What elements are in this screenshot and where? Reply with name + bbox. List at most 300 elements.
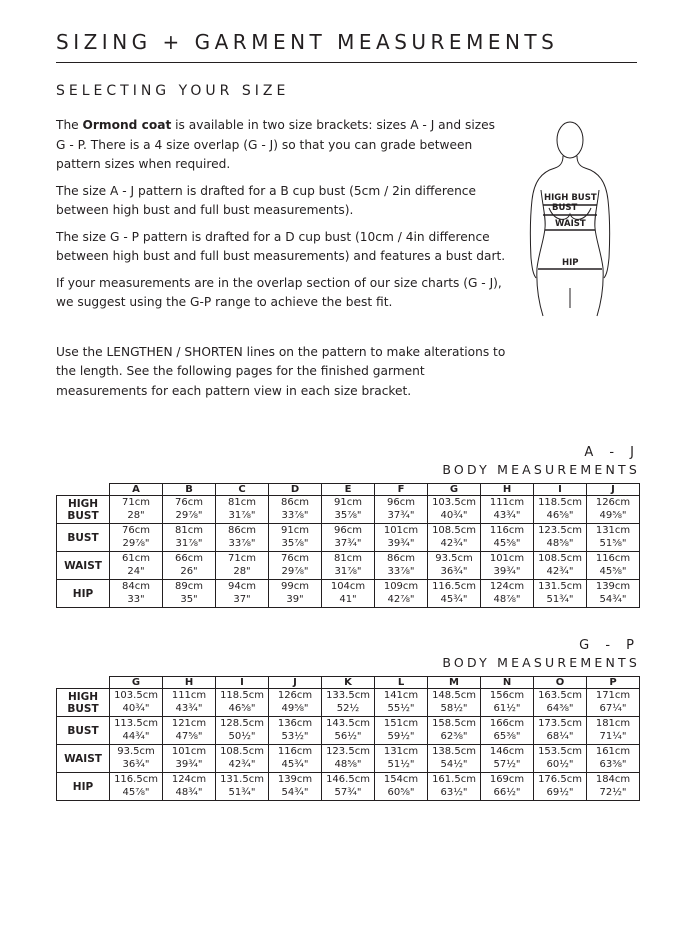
measurement-in: 35" (180, 593, 198, 605)
measurement-cell (163, 773, 216, 801)
measurement-cm: 111cm (171, 690, 207, 701)
measurement-cell (110, 717, 163, 745)
measurement-cm: 173.5cm (538, 718, 582, 729)
measurement-cell (534, 745, 587, 773)
measurement-cell (428, 580, 481, 608)
measurement-in: 39" (286, 593, 304, 605)
measurement-cell (269, 745, 322, 773)
measurement-cell (428, 745, 481, 773)
size-header-k: K (322, 677, 375, 689)
row-label: HIGH BUST (57, 496, 110, 524)
measurement-cell (587, 773, 640, 801)
body-measurements-table-g-p (56, 676, 640, 801)
measurement-cell (216, 496, 269, 524)
measurement-in: 29⅞" (281, 565, 309, 577)
measurement-in: 64⅜" (546, 702, 574, 714)
measurement-in: 41" (339, 593, 357, 605)
measurement-in: 39¾" (493, 565, 521, 577)
measurement-in: 45⅞" (122, 786, 150, 798)
measurement-cell (216, 717, 269, 745)
size-header-e: E (322, 484, 375, 496)
measurement-cm: 154cm (383, 774, 419, 785)
table-heading: BODY MEASUREMENTS (442, 655, 640, 670)
measurement-cm: 61cm (122, 553, 150, 564)
measurement-cm: 101cm (383, 525, 419, 536)
measurement-cell (375, 717, 428, 745)
measurement-cell (534, 496, 587, 524)
measurement-cm: 118.5cm (538, 497, 582, 508)
measurement-cm: 94cm (228, 581, 256, 592)
size-header-d: D (269, 484, 322, 496)
measurement-in: 48⅝" (334, 758, 362, 770)
measurement-cm: 93.5cm (435, 553, 473, 564)
measurement-in: 31⅞" (334, 565, 362, 577)
product-name: Ormond coat (82, 118, 172, 132)
measurement-in: 43¾" (175, 702, 203, 714)
measurement-in: 29⅞" (122, 537, 150, 549)
measurement-cm: 146.5cm (326, 774, 370, 785)
measurement-cell (481, 773, 534, 801)
measurement-cm: 169cm (489, 774, 525, 785)
measurement-cm: 103.5cm (114, 690, 158, 701)
measurement-cm: 86cm (228, 525, 256, 536)
label-bust: BUST (552, 203, 578, 213)
row-label: BUST (57, 524, 110, 552)
measurement-in: 51¾" (228, 786, 256, 798)
measurement-cell (110, 524, 163, 552)
measurement-in: 58½" (440, 702, 468, 714)
intro-paragraph-2: The size A - J pattern is drafted for a B cup bust (5cm / 2in difference between high bust and full bust measurements). (56, 183, 477, 217)
measurement-row (57, 717, 640, 745)
measurement-row (57, 524, 640, 552)
row-label: WAIST (57, 552, 110, 580)
measurement-in: 37" (233, 593, 251, 605)
measurement-cm: 93.5cm (117, 746, 155, 757)
measurement-cell (269, 717, 322, 745)
intro-paragraph-3: The size G - P pattern is drafted for a D cup bust (10cm / 4in difference between high bust and full bust measurements) and features a bust dart. (56, 229, 506, 263)
measurement-cell (587, 689, 640, 717)
measurement-in: 62⅜" (440, 730, 468, 742)
measurement-in: 42⅞" (387, 593, 415, 605)
measurement-cell (216, 689, 269, 717)
size-header-g: G (110, 677, 163, 689)
measurement-cell (375, 689, 428, 717)
measurement-cm: 126cm (277, 690, 313, 701)
measurement-cell (110, 496, 163, 524)
measurement-cm: 101cm (489, 553, 525, 564)
intro-text (56, 116, 506, 408)
measurement-cm: 116.5cm (114, 774, 158, 785)
measurement-cell (216, 524, 269, 552)
size-header-l: L (375, 677, 428, 689)
measurement-cm: 89cm (175, 581, 203, 592)
measurement-cell (216, 773, 269, 801)
measurement-cell (534, 552, 587, 580)
measurement-in: 66½" (493, 786, 521, 798)
size-header-n: N (481, 677, 534, 689)
size-header-h: H (481, 484, 534, 496)
measurement-cell (481, 580, 534, 608)
measurement-in: 51¾" (546, 593, 574, 605)
measurement-in: 46⅝" (228, 702, 256, 714)
measurement-cell (216, 552, 269, 580)
measurement-cell (481, 689, 534, 717)
intro-paragraph-5: Use the LENGTHEN / SHORTEN lines on the pattern to make alterations to the length. See the following pages for the finished garment measurements for each pattern view in each size bracket. (56, 344, 506, 398)
measurement-in: 44¾" (122, 730, 150, 742)
measurement-cell (587, 745, 640, 773)
measurement-in: 36¾" (122, 758, 150, 770)
measurement-in: 56½" (334, 730, 362, 742)
measurement-in: 46⅝" (546, 509, 574, 521)
measurement-cm: 131cm (383, 746, 419, 757)
measurement-in: 59½" (387, 730, 415, 742)
measurement-cm: 86cm (281, 497, 309, 508)
measurement-in: 47⅝" (175, 730, 203, 742)
measurement-cell (110, 580, 163, 608)
measurement-cell (587, 717, 640, 745)
measurement-cell (163, 717, 216, 745)
measurement-in: 33⅞" (228, 537, 256, 549)
measurement-in: 68¼" (546, 730, 574, 742)
measurement-cell (375, 496, 428, 524)
measurement-cell (269, 689, 322, 717)
measurement-cell (428, 496, 481, 524)
measurement-cm: 96cm (334, 525, 362, 536)
size-range-label: G - P (579, 638, 640, 653)
measurement-cell (375, 745, 428, 773)
body-measurement-figure (525, 118, 653, 318)
measurement-cm: 116.5cm (432, 581, 476, 592)
measurement-cm: 99cm (281, 581, 309, 592)
measurement-in: 31⅞" (175, 537, 203, 549)
measurement-row (57, 580, 640, 608)
measurement-cm: 91cm (334, 497, 362, 508)
size-header-m: M (428, 677, 481, 689)
measurement-cell (481, 717, 534, 745)
size-header-o: O (534, 677, 587, 689)
measurement-cm: 96cm (387, 497, 415, 508)
measurement-row (57, 745, 640, 773)
measurement-cm: 124cm (171, 774, 207, 785)
measurement-in: 57½" (493, 758, 521, 770)
measurement-cell (587, 496, 640, 524)
measurement-in: 48⅝" (546, 537, 574, 549)
measurement-row (57, 496, 640, 524)
measurement-in: 69½" (546, 786, 574, 798)
measurement-cm: 124cm (489, 581, 525, 592)
measurement-cm: 81cm (228, 497, 256, 508)
measurement-cell (587, 524, 640, 552)
measurement-cm: 76cm (122, 525, 150, 536)
measurement-cell (534, 689, 587, 717)
measurement-in: 52½ (336, 702, 360, 714)
measurement-cell (110, 552, 163, 580)
measurement-cm: 131cm (595, 525, 631, 536)
measurement-cm: 138.5cm (432, 746, 476, 757)
measurement-cm: 163.5cm (538, 690, 582, 701)
measurement-cm: 84cm (122, 581, 150, 592)
measurement-cm: 148.5cm (432, 690, 476, 701)
measurement-in: 51½" (387, 758, 415, 770)
measurement-in: 54½" (440, 758, 468, 770)
measurement-cm: 104cm (330, 581, 366, 592)
row-label: HIGH BUST (57, 689, 110, 717)
measurement-cm: 133.5cm (326, 690, 370, 701)
measurement-cell (534, 773, 587, 801)
measurement-cm: 136cm (277, 718, 313, 729)
measurement-cm: 108.5cm (538, 553, 582, 564)
size-header-a: A (110, 484, 163, 496)
measurement-cell (163, 745, 216, 773)
measurement-cm: 184cm (595, 774, 631, 785)
measurement-cell (163, 496, 216, 524)
measurement-in: 60½" (546, 758, 574, 770)
measurement-cell (163, 524, 216, 552)
measurement-cell (481, 552, 534, 580)
measurement-cm: 111cm (489, 497, 525, 508)
intro-paragraph-1: The Ormond coat is available in two size brackets: sizes A - J and sizes G - P. There is a 4 size overlap (G - J) so that you can grade between pattern sizes when required. (56, 118, 495, 171)
measurement-in: 54¾" (281, 786, 309, 798)
page-title: SIZING + GARMENT MEASUREMENTS (56, 30, 559, 54)
measurement-in: 65⅜" (493, 730, 521, 742)
size-header-c: C (216, 484, 269, 496)
measurement-cm: 143.5cm (326, 718, 370, 729)
measurement-in: 39¾" (387, 537, 415, 549)
measurement-cm: 116cm (277, 746, 313, 757)
measurement-in: 39¾" (175, 758, 203, 770)
measurement-cm: 131.5cm (538, 581, 582, 592)
measurement-in: 42¾" (546, 565, 574, 577)
measurement-in: 26" (180, 565, 198, 577)
measurement-cell (428, 717, 481, 745)
label-high-bust: HIGH BUST (544, 193, 597, 203)
table-heading: BODY MEASUREMENTS (442, 462, 640, 477)
measurement-cm: 139cm (595, 581, 631, 592)
measurement-cm: 141cm (383, 690, 419, 701)
measurement-in: 45¾" (281, 758, 309, 770)
measurement-in: 45⅝" (493, 537, 521, 549)
measurement-in: 49⅝" (599, 509, 627, 521)
measurement-in: 36¾" (440, 565, 468, 577)
measurement-in: 35⅞" (281, 537, 309, 549)
measurement-in: 53½" (281, 730, 309, 742)
table-block-a-j (56, 444, 640, 608)
size-header-f: F (375, 484, 428, 496)
size-header-i: I (216, 677, 269, 689)
measurement-cell (322, 524, 375, 552)
measurement-cm: 146cm (489, 746, 525, 757)
measurement-in: 28" (233, 565, 251, 577)
measurement-in: 37¾" (334, 537, 362, 549)
row-label: BUST (57, 717, 110, 745)
measurement-cm: 71cm (228, 553, 256, 564)
measurement-in: 40¾" (440, 509, 468, 521)
measurement-cm: 123.5cm (538, 525, 582, 536)
measurement-cell (375, 580, 428, 608)
measurement-cm: 139cm (277, 774, 313, 785)
measurement-cell (163, 689, 216, 717)
measurement-cm: 76cm (175, 497, 203, 508)
measurement-in: 42¾" (440, 537, 468, 549)
measurement-cm: 126cm (595, 497, 631, 508)
measurement-in: 43¾" (493, 509, 521, 521)
measurement-cell (216, 745, 269, 773)
measurement-in: 55½" (387, 702, 415, 714)
measurement-in: 29⅞" (175, 509, 203, 521)
measurement-cell (322, 745, 375, 773)
measurement-cell (322, 773, 375, 801)
body-outline-illustration (525, 118, 653, 318)
measurement-cell (534, 524, 587, 552)
measurement-in: 49⅝" (281, 702, 309, 714)
measurement-in: 63½" (440, 786, 468, 798)
measurement-in: 54¾" (599, 593, 627, 605)
measurement-in: 48⅞" (493, 593, 521, 605)
measurement-in: 40¾" (122, 702, 150, 714)
measurement-cm: 113.5cm (114, 718, 158, 729)
row-label: WAIST (57, 745, 110, 773)
measurement-cell (269, 496, 322, 524)
measurement-cm: 151cm (383, 718, 419, 729)
body-measurements-table-a-j (56, 483, 640, 608)
measurement-in: 42¾" (228, 758, 256, 770)
measurement-cell (587, 580, 640, 608)
measurement-row (57, 552, 640, 580)
measurement-cell (322, 580, 375, 608)
measurement-cm: 171cm (595, 690, 631, 701)
measurement-in: 33⅞" (387, 565, 415, 577)
measurement-cell (375, 773, 428, 801)
measurement-in: 67¼" (599, 702, 627, 714)
measurement-cm: 156cm (489, 690, 525, 701)
table-corner (57, 677, 110, 689)
measurement-cm: 118.5cm (220, 690, 264, 701)
measurement-cm: 91cm (281, 525, 309, 536)
size-header-g: G (428, 484, 481, 496)
measurement-cell (481, 524, 534, 552)
table-corner (57, 484, 110, 496)
measurement-cell (163, 580, 216, 608)
measurement-cm: 128.5cm (220, 718, 264, 729)
size-header-j: J (587, 484, 640, 496)
measurement-in: 31⅞" (228, 509, 256, 521)
measurement-cm: 71cm (122, 497, 150, 508)
measurement-cell (481, 745, 534, 773)
measurement-in: 51⅝" (599, 537, 627, 549)
measurement-in: 45¾" (440, 593, 468, 605)
measurement-cm: 76cm (281, 553, 309, 564)
measurement-cm: 161.5cm (432, 774, 476, 785)
measurement-cell (322, 689, 375, 717)
measurement-cm: 116cm (595, 553, 631, 564)
measurement-cm: 66cm (175, 553, 203, 564)
measurement-cm: 81cm (334, 553, 362, 564)
measurement-in: 71¼" (599, 730, 627, 742)
measurement-cell (428, 552, 481, 580)
measurement-cell (428, 773, 481, 801)
measurement-in: 61½" (493, 702, 521, 714)
measurement-in: 37¾" (387, 509, 415, 521)
measurement-in: 28" (127, 509, 145, 521)
size-header-j: J (269, 677, 322, 689)
measurement-cell (322, 496, 375, 524)
measurement-cell (269, 580, 322, 608)
measurement-cm: 101cm (171, 746, 207, 757)
table-block-g-p (56, 637, 640, 801)
measurement-cell (375, 552, 428, 580)
measurement-cm: 108.5cm (220, 746, 264, 757)
size-header-h: H (163, 677, 216, 689)
measurement-cm: 123.5cm (326, 746, 370, 757)
row-label: HIP (57, 580, 110, 608)
measurement-cell (587, 552, 640, 580)
measurement-cell (481, 496, 534, 524)
measurement-cm: 161cm (595, 746, 631, 757)
measurement-cm: 116cm (489, 525, 525, 536)
measurement-cm: 121cm (171, 718, 207, 729)
measurement-cell (322, 717, 375, 745)
measurement-cell (110, 773, 163, 801)
measurement-cell (216, 580, 269, 608)
measurement-in: 48¾" (175, 786, 203, 798)
measurement-in: 63⅜" (599, 758, 627, 770)
measurement-cell (269, 552, 322, 580)
measurement-in: 57¾" (334, 786, 362, 798)
size-header-i: I (534, 484, 587, 496)
measurement-in: 50½" (228, 730, 256, 742)
measurement-cm: 86cm (387, 553, 415, 564)
measurement-cm: 153.5cm (538, 746, 582, 757)
measurement-cell (534, 717, 587, 745)
measurement-cm: 181cm (595, 718, 631, 729)
measurement-cell (110, 689, 163, 717)
measurement-cm: 108.5cm (432, 525, 476, 536)
measurement-cell (269, 773, 322, 801)
size-header-b: B (163, 484, 216, 496)
measurement-cm: 81cm (175, 525, 203, 536)
measurement-in: 24" (127, 565, 145, 577)
measurement-in: 60⅝" (387, 786, 415, 798)
measurement-in: 45⅝" (599, 565, 627, 577)
measurement-row (57, 773, 640, 801)
label-hip: HIP (562, 258, 579, 268)
measurement-cell (428, 689, 481, 717)
measurement-cell (110, 745, 163, 773)
measurement-in: 33" (127, 593, 145, 605)
measurement-cell (322, 552, 375, 580)
size-range-label: A - J (584, 445, 640, 460)
row-label: HIP (57, 773, 110, 801)
measurement-in: 35⅞" (334, 509, 362, 521)
measurement-cell (534, 580, 587, 608)
measurement-cm: 158.5cm (432, 718, 476, 729)
measurement-cm: 103.5cm (432, 497, 476, 508)
measurement-cm: 176.5cm (538, 774, 582, 785)
measurement-cm: 166cm (489, 718, 525, 729)
measurement-cell (375, 524, 428, 552)
size-header-p: P (587, 677, 640, 689)
measurement-in: 33⅞" (281, 509, 309, 521)
measurement-cell (269, 524, 322, 552)
measurement-cell (428, 524, 481, 552)
measurement-row (57, 689, 640, 717)
section-title: SELECTING YOUR SIZE (56, 83, 290, 99)
measurement-cm: 131.5cm (220, 774, 264, 785)
intro-paragraph-4: If your measurements are in the overlap section of our size charts (G - J), we suggest using the G-P range to achieve the best fit. (56, 275, 502, 309)
measurement-in: 72½" (599, 786, 627, 798)
measurement-cm: 109cm (383, 581, 419, 592)
title-divider (56, 62, 637, 63)
